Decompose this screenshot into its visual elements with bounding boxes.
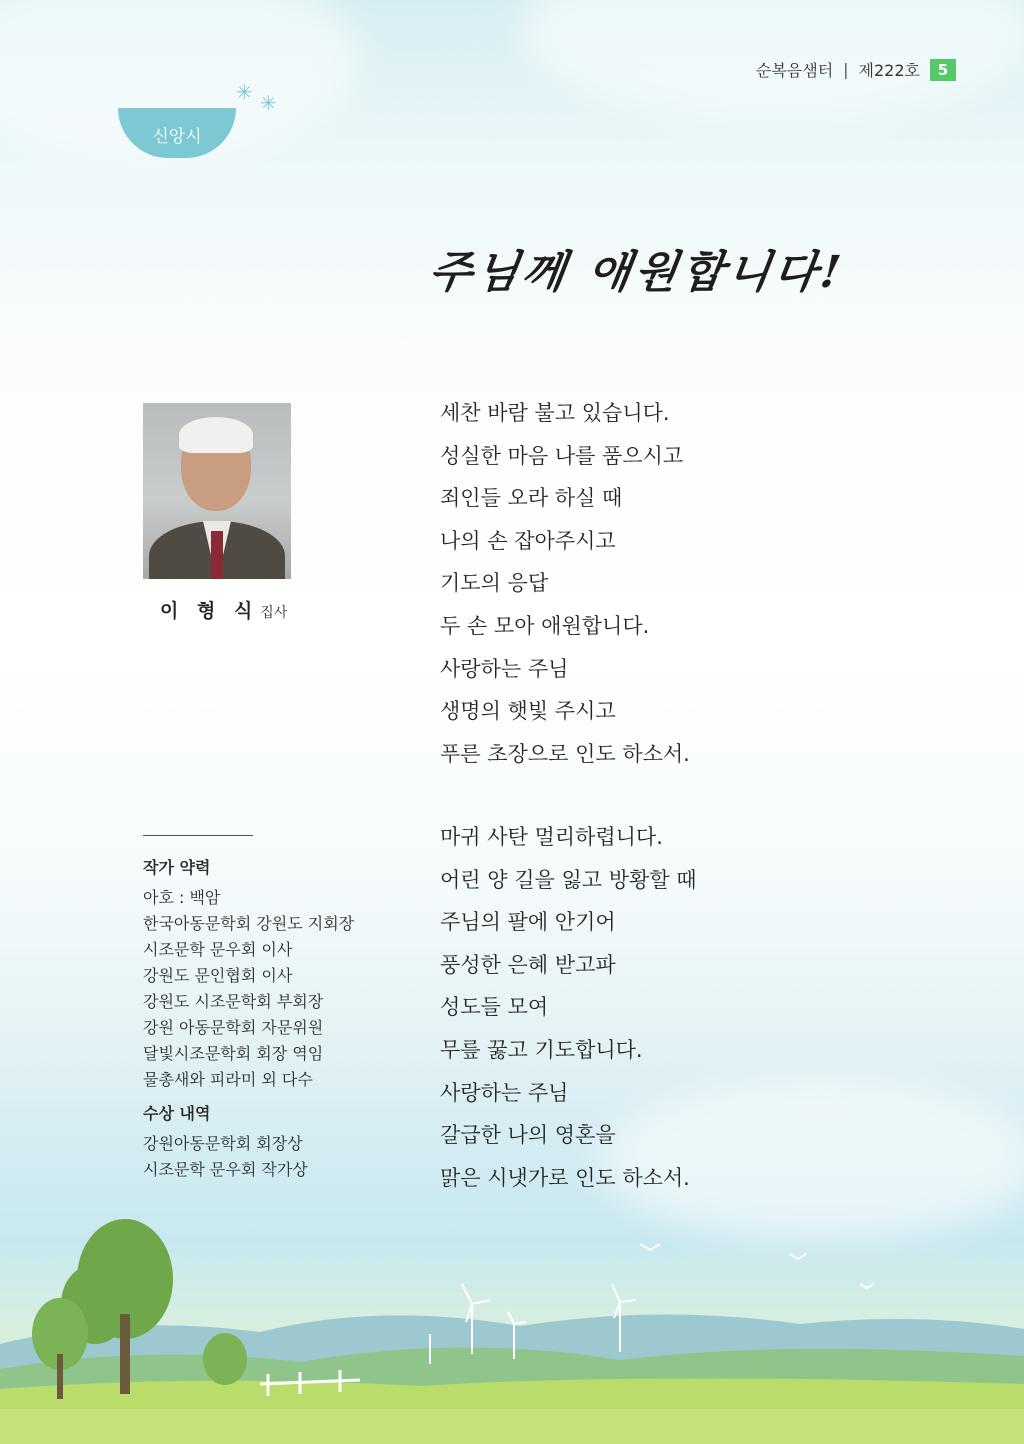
author-credit	[160, 596, 287, 623]
poem-stanza-1	[440, 392, 760, 775]
poem-line: 기도의 응답	[440, 571, 549, 596]
page-number-badge: 5	[930, 59, 956, 81]
bio-item: 시조문학 문우회 이사	[143, 940, 293, 959]
poem-stanza-2	[440, 816, 760, 1199]
bio-item: 달빛시조문학회 회장 역임	[143, 1044, 324, 1063]
poem-line: 사랑하는 주님	[440, 1080, 569, 1105]
header-separator: |	[843, 60, 849, 79]
section-tab: 신앙시	[118, 108, 236, 158]
star-icon: ✳	[236, 80, 253, 104]
photo-tie	[211, 531, 223, 579]
bio-item: 강원 아동문학회 자문위원	[143, 1018, 324, 1037]
poem-line: 죄인들 오라 하실 때	[440, 486, 623, 511]
awards-heading: 수상 내역	[143, 1104, 211, 1123]
poem-line: 주님의 팔에 안기어	[440, 910, 616, 935]
bird-icon	[640, 1244, 874, 1288]
bio-list	[143, 885, 403, 1093]
tree-trunk	[57, 1354, 63, 1399]
poem-line: 성실한 마음 나를 품으시고	[440, 443, 684, 468]
author-photo	[143, 403, 291, 579]
poem-line: 갈급한 나의 영혼을	[440, 1123, 616, 1148]
meadow-foreground	[0, 1409, 1024, 1444]
poem-line: 푸른 초장으로 인도 하소서.	[440, 741, 690, 766]
bio-item: 물총새와 피라미 외 다수	[143, 1070, 313, 1089]
poem-line: 세찬 바람 불고 있습니다.	[440, 401, 670, 425]
author-role: 집사	[260, 605, 288, 621]
poem-line: 마귀 사탄 멀리하렵니다.	[440, 825, 663, 849]
bio-item: 한국아동문학회 강원도 지회장	[143, 914, 355, 933]
poem-line: 어린 양 길을 잃고 방황할 때	[440, 867, 697, 892]
page-header	[756, 58, 956, 81]
awards-list	[143, 1131, 403, 1183]
poem-line: 생명의 햇빛 주시고	[440, 699, 616, 724]
tree-trunk	[120, 1314, 130, 1394]
poem-line: 무릎 꿇고 기도합니다.	[440, 1037, 643, 1062]
award-item: 시조문학 문우회 작가상	[143, 1160, 308, 1179]
bio-item: 아호 : 백암	[143, 888, 221, 907]
poem-line: 사랑하는 주님	[440, 656, 569, 681]
poem-line: 두 손 모아 애원합니다.	[440, 613, 650, 638]
poem-line: 나의 손 잡아주시고	[440, 528, 616, 553]
photo-hair	[179, 417, 253, 453]
bio-divider	[143, 835, 253, 836]
poem-title: 주님께 애원합니다!	[425, 247, 848, 298]
award-item: 강원아동문학회 회장상	[143, 1134, 303, 1153]
bio-item: 강원도 시조문학회 부회장	[143, 992, 324, 1011]
magazine-name: 순복음샘터	[755, 61, 834, 80]
bio-heading: 작가 약력	[143, 858, 211, 877]
author-name: 이 형 식	[160, 600, 259, 622]
poem-line: 성도들 모여	[440, 995, 549, 1020]
poem-line: 풍성한 은혜 받고파	[440, 952, 616, 977]
star-icon: ✳	[260, 91, 277, 115]
issue-number: 제222호	[858, 61, 920, 80]
bio-item: 강원도 문인협회 이사	[143, 966, 293, 985]
author-bio	[143, 855, 403, 1183]
poem-line: 맑은 시냇가로 인도 하소서.	[440, 1165, 690, 1190]
landscape-illustration	[0, 1184, 1024, 1444]
